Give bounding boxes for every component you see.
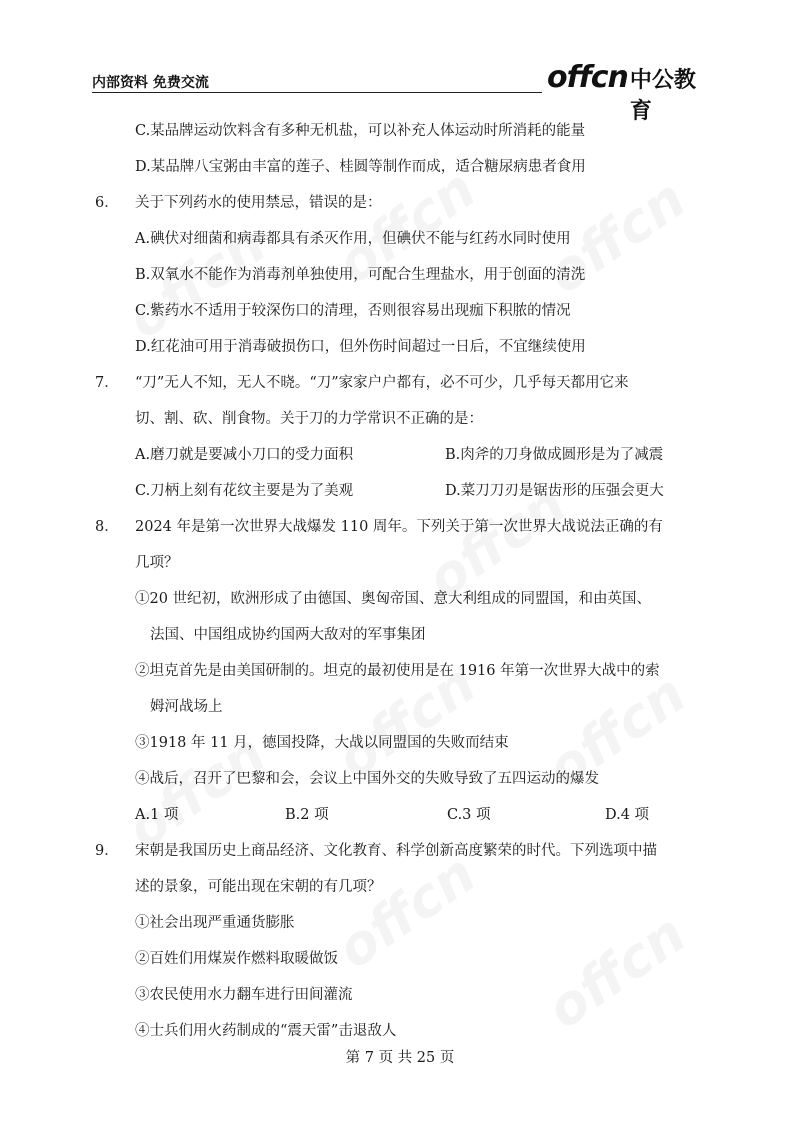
q6-option-a: A.碘伏对细菌和病毒都具有杀灭作用，但碘伏不能与红药水同时使用 (135, 231, 571, 247)
q5-option-c: C.某品牌运动饮料含有多种无机盐，可以补充人体运动时所消耗的能量 (135, 123, 586, 139)
q6-option-c: C.紫药水不适用于较深伤口的清理，否则很容易出现痂下积脓的情况 (135, 303, 571, 319)
q8-option-d: D.4 项 (605, 807, 650, 823)
q9-statement-4: ④士兵们用火药制成的“震天雷”击退敌人 (135, 1023, 397, 1039)
offcn-logo (547, 60, 712, 125)
question-number-6: 6． (95, 195, 119, 211)
logo-latin-text: offcn (547, 60, 628, 95)
q8-statement-1-line1: ①20 世纪初，欧洲形成了由德国、奥匈帝国、意大利组成的同盟国，和由英国、 (135, 591, 652, 607)
q5-option-d: D.某品牌八宝粥由丰富的莲子、桂圆等制作而成，适合糖尿病患者食用 (135, 159, 586, 175)
q8-option-a: A.1 项 (135, 807, 179, 823)
question-number-8: 8． (95, 519, 119, 535)
q9-statement-3: ③农民使用水力翻车进行田间灌流 (135, 987, 353, 1003)
question-6-stem: 关于下列药水的使用禁忌，错误的是： (135, 195, 382, 211)
q6-option-d: D.红花油可用于消毒破损伤口，但外伤时间超过一日后，不宜继续使用 (135, 339, 586, 355)
q8-statement-3: ③1918 年 11 月，德国投降，大战以同盟国的失败而结束 (135, 735, 509, 751)
q8-option-c: C.3 项 (447, 807, 491, 823)
question-number-9: 9． (95, 843, 119, 859)
question-8-stem-line2: 几项？ (135, 555, 179, 571)
page-footer: 第 7 页 共 25 页 (345, 1050, 455, 1066)
q8-statement-1-line2: 法国、中国组成协约国两大敌对的军事集团 (150, 627, 426, 643)
question-9-stem-line2: 述的景象，可能出现在宋朝的有几项？ (135, 879, 382, 895)
q7-option-d: D.菜刀刀刃是锯齿形的压强会更大 (445, 483, 664, 499)
q8-statement-2-line2: 姆河战场上 (150, 699, 223, 715)
watermark (536, 902, 697, 1041)
q7-option-b: B.肉斧的刀身做成圆形是为了减震 (445, 447, 664, 463)
page-header (92, 60, 712, 124)
q8-option-b: B.2 项 (285, 807, 329, 823)
q8-statement-4: ④战后，召开了巴黎和会，会议上中国外交的失败导致了五四运动的爆发 (135, 771, 599, 787)
q8-statement-2-line1: ②坦克首先是由美国研制的。坦克的最初使用是在 1916 年第一次世界大战中的索 (135, 663, 660, 679)
q7-option-a: A.磨刀就是要减小刀口的受力面积 (135, 447, 354, 463)
logo-chinese-text: 中公教育 (629, 68, 696, 124)
question-number-7: 7． (95, 375, 119, 391)
q9-statement-1: ①社会出现严重通货膨胀 (135, 915, 295, 931)
question-7-stem-line1: “刀”无人不知，无人不晓。“刀”家家户户都有，必不可少，几乎每天都用它来 (135, 375, 629, 391)
header-title: 内部资料 免费交流 (92, 75, 209, 91)
q7-option-c: C.刀柄上刻有花纹主要是为了美观 (135, 483, 354, 499)
q9-statement-2: ②百姓们用煤炭作燃料取暖做饭 (135, 951, 338, 967)
watermark (326, 842, 487, 981)
header-divider (92, 92, 542, 93)
question-7-stem-line2: 切、割、砍、削食物。关于刀的力学常识不正确的是： (135, 411, 483, 427)
question-8-stem-line1: 2024 年是第一次世界大战爆发 110 周年。下列关于第一次世界大战说法正确的有 (135, 519, 663, 535)
question-9-stem-line1: 宋朝是我国历史上商品经济、文化教育、科学创新高度繁荣的时代。下列选项中描 (135, 843, 657, 859)
q6-option-b: B.双氧水不能作为消毒剂单独使用，可配合生理盐水，用于创面的清洗 (135, 267, 586, 283)
